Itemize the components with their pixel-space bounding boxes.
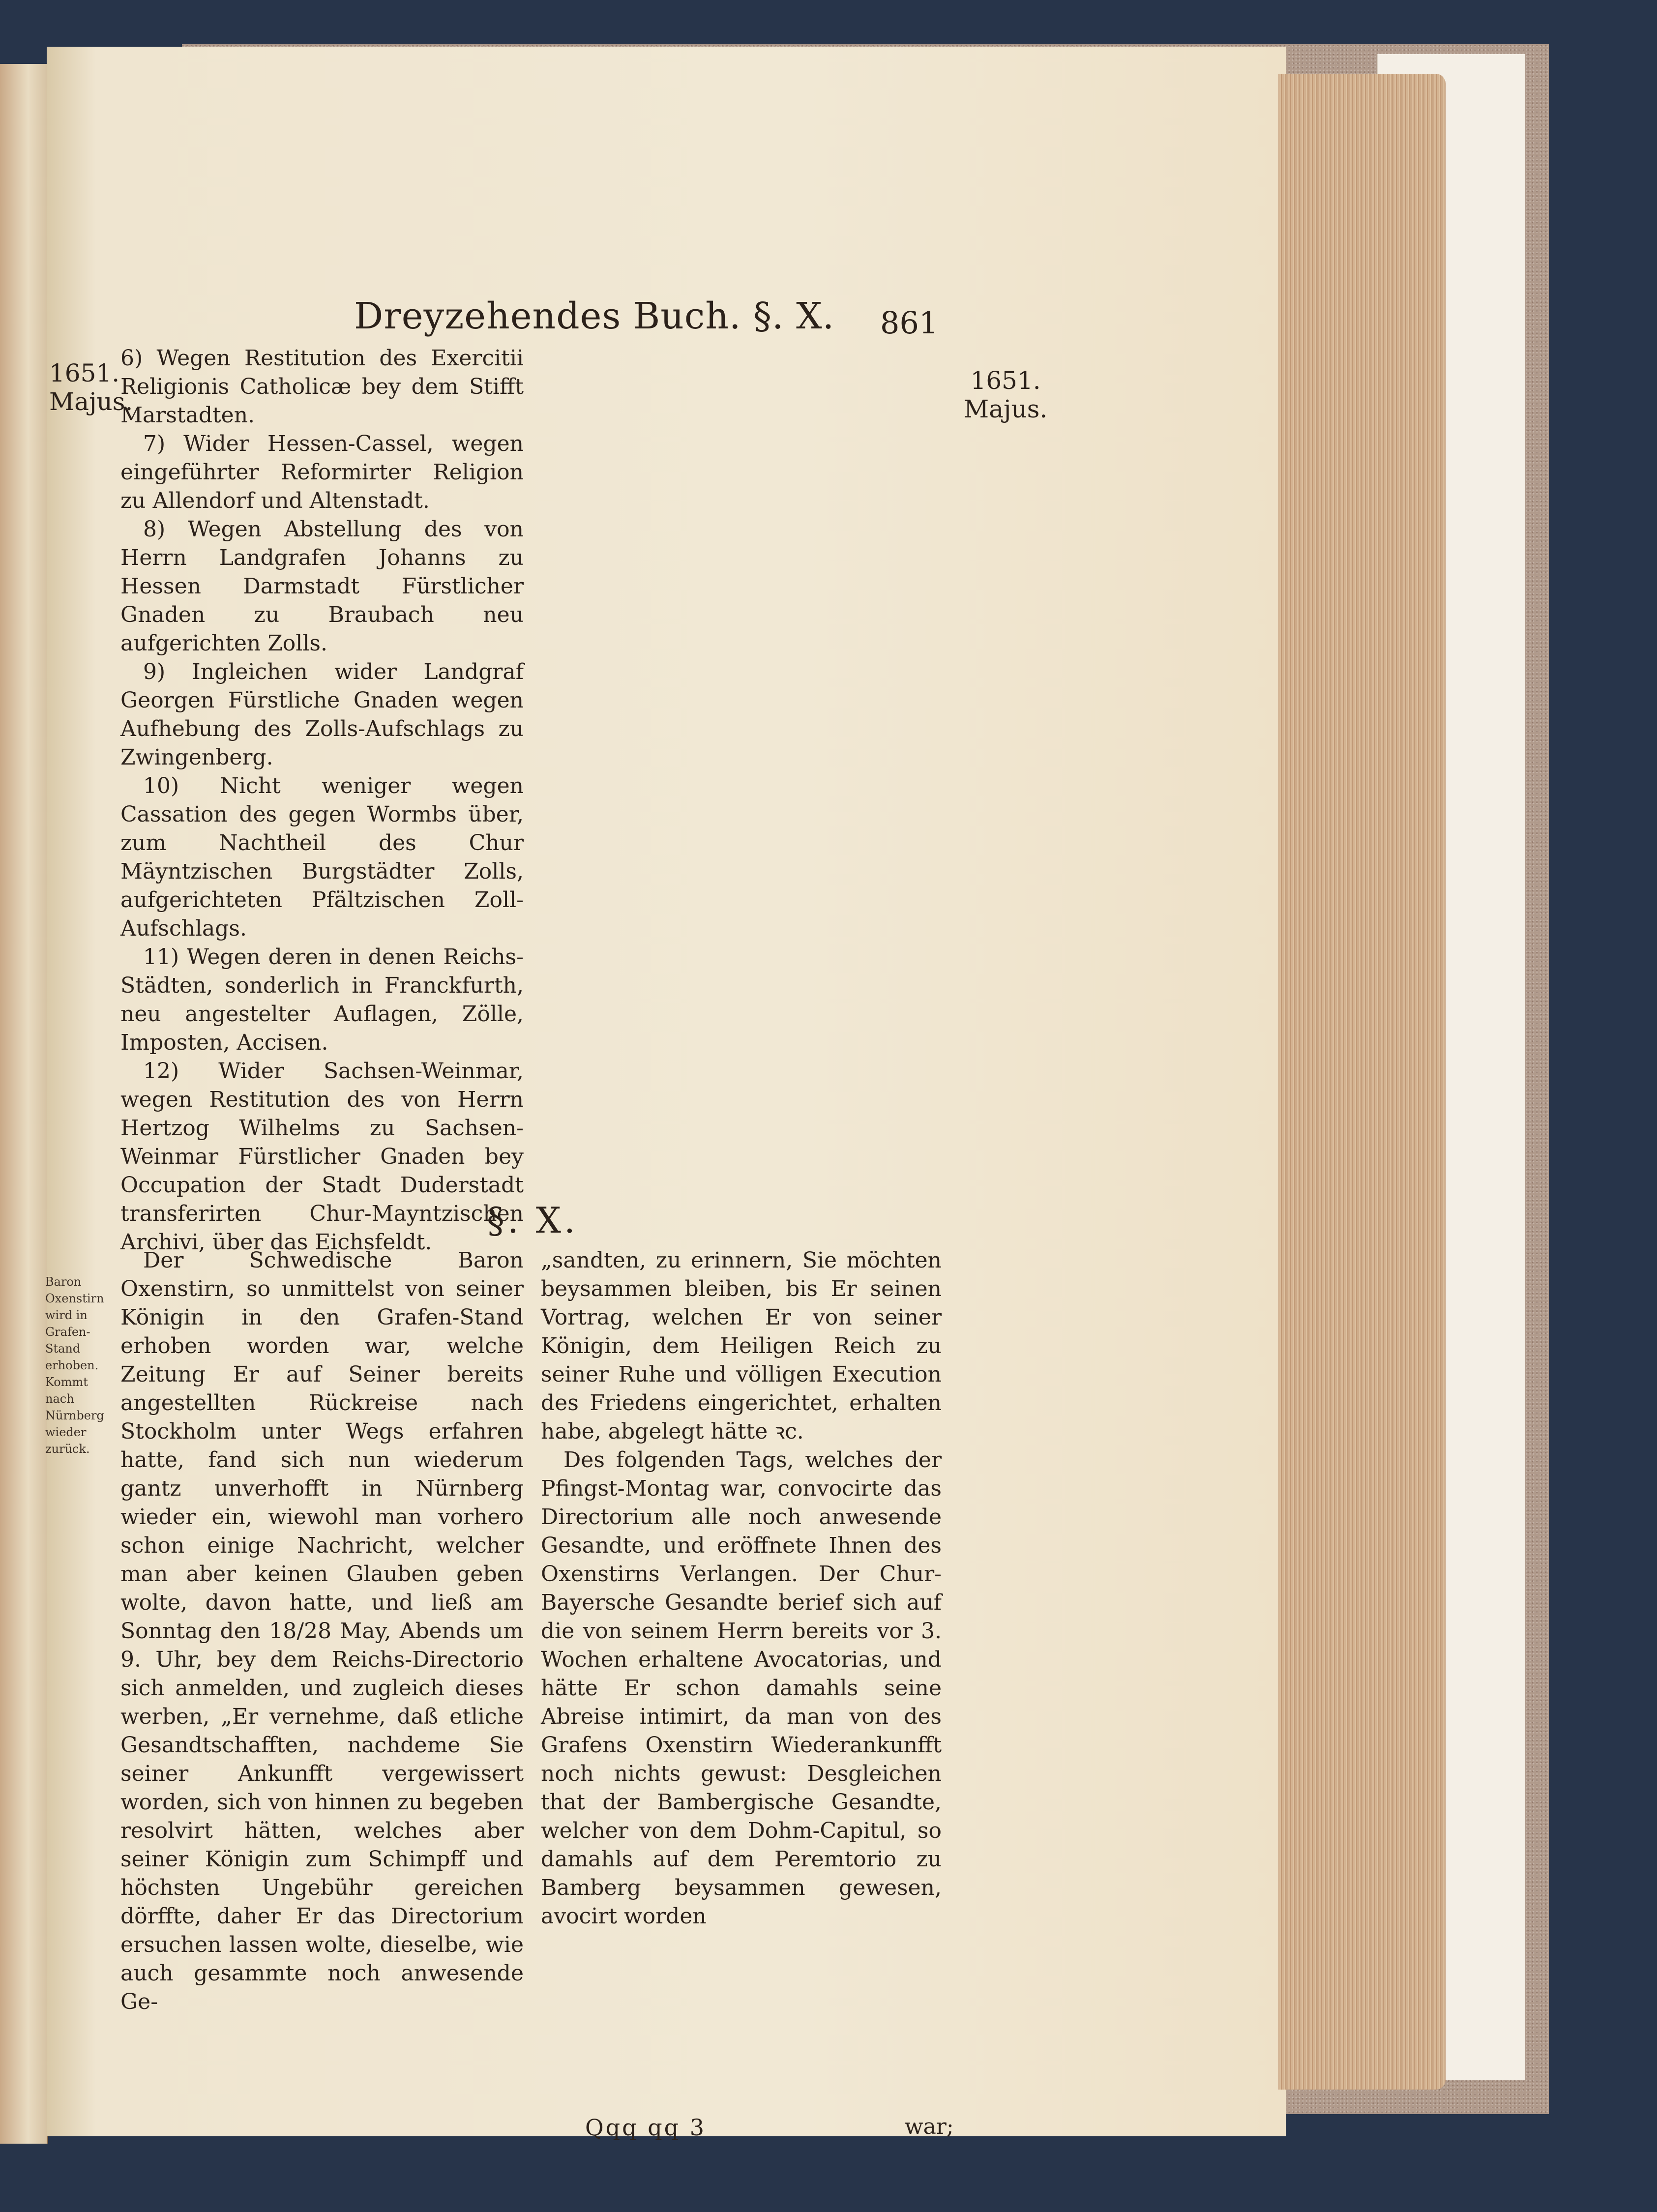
marginal-note-line: Kommt nach Nürnberg wieder zurück. xyxy=(45,1375,104,1456)
margin-year: 1651. xyxy=(970,366,1041,395)
section-heading: §. X. xyxy=(487,1200,578,1241)
marginal-note xyxy=(45,1273,119,1457)
list-item: 12) Wider Sachsen-Weinmar, wegen Restitution des von Herrn Hertzog Wilhelms zu Sachsen-Weinmar Fürstlicher Gnaden bey Occupation der Stadt Duderstadt transferirten Chur-Mayntzischen Archivi, über das Eichsfeldt. xyxy=(120,1059,524,1255)
paragraph: Der Schwedische Baron Oxenstirn, so unmittelst von seiner Königin in den Grafen-Stand erhoben worden war, welche Zeitung Er auf Seiner bereits angestellten Rückreise nach Stockholm unter Wegs erfahren hatte, fand sich nun wiederum gantz unverhofft in Nürnberg wieder ein, wiewohl man vorhero schon einige Nachricht, welcher man aber keinen Glauben geben wolte, davon hatte, und ließ am Sonntag den 18/28 May, Abends um 9. Uhr, bey dem Reichs-Directorio sich anmelden, und zugleich dieses werben, „Er vernehme, daß etliche Gesandtschafften, nachdeme Sie seiner Ankunfft vergewissert worden, sich von hinnen zu begeben resolvirt hätten, welches aber seiner Königin zum Schimpff und höchsten Ungebühr gereichen dörffte, daher Er das Directorium ersuchen lassen wolte, dieselbe, wie auch gesammte noch anwesende Ge- xyxy=(120,1248,524,2014)
list-item: 11) Wegen deren in denen Reichs-Städten, sonderlich in Franckfurth, neu angestelter Auflagen, Zölle, Imposten, Accisen. xyxy=(120,944,524,1055)
margin-year: 1651. xyxy=(49,359,120,387)
text-column-right xyxy=(541,1246,942,1931)
facing-page-edge xyxy=(0,64,48,2144)
margin-date-right xyxy=(964,366,1047,423)
catchword: war; xyxy=(905,2114,954,2139)
running-head: Dreyzehendes Buch. §. X. xyxy=(354,295,835,337)
paragraph: „sandten, zu erinnern, Sie möchten beysammen bleiben, bis Er seinen Vortrag, welchen Er von seiner Königin, dem Heiligen Reich zu seiner Ruhe und völligen Execution des Friedens eingerichtet, erhalten habe, abgelegt hätte ꝛc. xyxy=(541,1248,942,1444)
page-edges xyxy=(1278,74,1446,2090)
marginal-note-line: Baron Oxenstirn wird in Grafen-Stand erhoben. xyxy=(45,1275,104,1372)
show-through-text xyxy=(610,354,924,1190)
list-item: 10) Nicht weniger wegen Cassation des gegen Wormbs über, zum Nachtheil des Chur Mäyntzischen Burgstädter Zolls, aufgerichteten Pfältzischen Zoll-Aufschlags. xyxy=(120,773,524,941)
list-item: 6) Wegen Restitution des Exercitii Religionis Catholicæ bey dem Stifft Marstadten. xyxy=(120,346,524,428)
paragraph: Des folgenden Tags, welches der Pfingst-Montag war, convocirte das Directorium alle noch anwesende Gesandte, und eröffnete Ihnen des Oxenstirns Verlangen. Der Chur-Bayersche Gesandte berief sich auf die von seinem Herrn bereits vor 3. Wochen erhaltene Avocatorias, und hätte Er schon damahls seine Abreise intimirt, da man von des Grafens Oxenstirn Wiederankunfft noch nichts gewust: Desgleichen that der Bambergische Gesandte, welcher von dem Dohm-Capitul, so damahls auf dem Peremtorio zu Bamberg beysammen gewesen, avocirt worden xyxy=(541,1447,942,1929)
signature-mark: Qqq qq 3 xyxy=(585,2114,707,2141)
list-item: 7) Wider Hessen-Cassel, wegen eingeführter Reformirter Religion zu Allendorf und Altenstadt. xyxy=(120,431,524,513)
text-column-left xyxy=(120,1246,524,2016)
margin-month: Majus. xyxy=(49,387,133,416)
list-item: 9) Ingleichen wider Landgraf Georgen Fürstliche Gnaden wegen Aufhebung des Zolls-Aufschlags zu Zwingenberg. xyxy=(120,659,524,770)
page-number: 861 xyxy=(880,305,939,341)
margin-month: Majus. xyxy=(964,395,1048,423)
list-item: 8) Wegen Abstellung des von Herrn Landgrafen Johanns zu Hessen Darmstadt Fürstlicher Gnaden zu Braubach neu aufgerichten Zolls. xyxy=(120,517,524,656)
list-column xyxy=(120,344,524,1257)
